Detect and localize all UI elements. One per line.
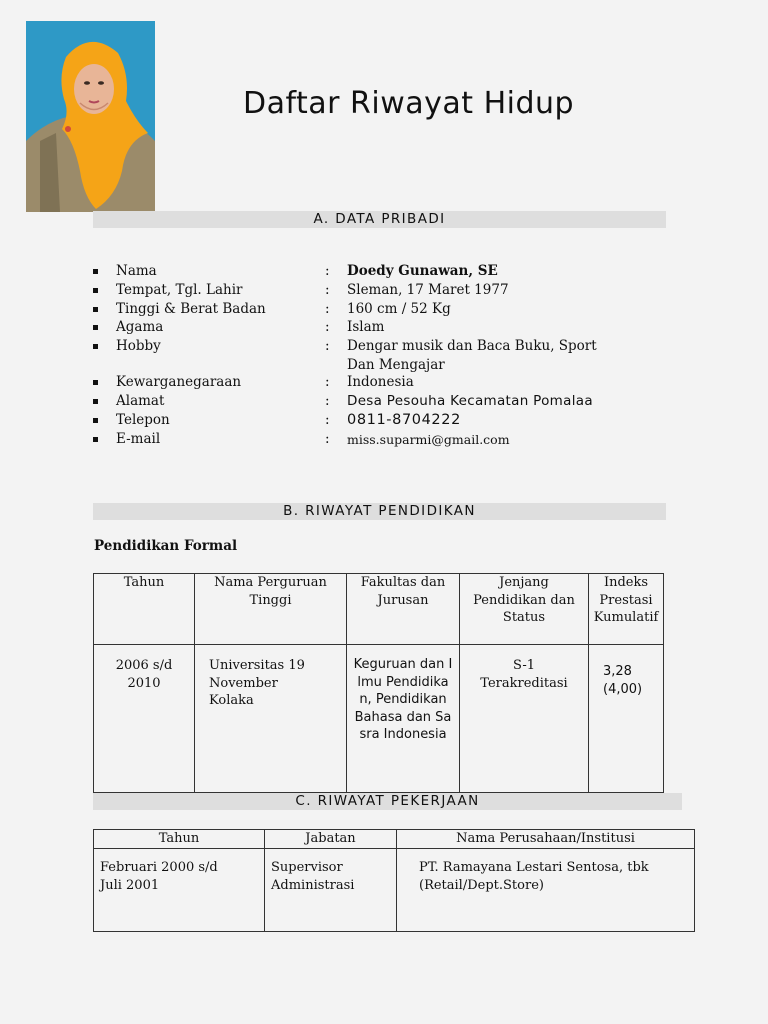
employment-header-jabatan: Jabatan (265, 830, 397, 849)
table-row (94, 849, 695, 932)
bullet-icon (93, 344, 98, 349)
employment-tahun: Februari 2000 s/d Juli 2001 (94, 849, 265, 932)
education-header-tahun: Tahun (94, 574, 195, 645)
colon: : (325, 338, 330, 354)
personal-value: 160 cm / 52 Kg (347, 301, 451, 317)
employment-header-perusahaan: Nama Perusahaan/Institusi (397, 830, 695, 849)
personal-value: Islam (347, 319, 385, 335)
personal-value-continued: Dan Mengajar (347, 357, 445, 373)
formal-education-subheading: Pendidikan Formal (94, 538, 238, 554)
education-fakultas: Keguruan dan Ilmu Pendidikan, Pendidikan Bahasa dan Sasra Indonesia (347, 645, 460, 793)
section-c-heading: C. RIWAYAT PEKERJAAN (93, 793, 682, 810)
personal-label: Tinggi & Berat Badan (116, 301, 266, 317)
personal-label: Hobby (116, 338, 161, 354)
section-b-heading: B. RIWAYAT PENDIDIKAN (93, 503, 666, 520)
personal-label: Alamat (116, 393, 165, 409)
colon: : (325, 412, 330, 428)
employment-header-row (94, 830, 695, 849)
bullet-icon (93, 288, 98, 293)
employment-jabatan: Supervisor Administrasi (265, 849, 397, 932)
education-table (93, 573, 664, 793)
education-header-row (94, 574, 664, 645)
personal-value: Sleman, 17 Maret 1977 (347, 282, 509, 298)
bullet-icon (93, 307, 98, 312)
education-header-fakultas: Fakultas dan Jurusan (347, 574, 460, 645)
document-title: Daftar Riwayat Hidup (243, 86, 575, 121)
personal-value: miss.suparmi@gmail.com (347, 432, 510, 447)
personal-label: Tempat, Tgl. Lahir (116, 282, 243, 298)
profile-photo-image (26, 21, 155, 212)
personal-label: E-mail (116, 431, 161, 447)
table-row (94, 645, 664, 793)
education-ipk: 3,28 (4,00) (589, 645, 664, 793)
profile-photo (26, 21, 155, 212)
employment-header-tahun: Tahun (94, 830, 265, 849)
education-header-ipk: Indeks Prestasi Kumulatif (589, 574, 664, 645)
colon: : (325, 393, 330, 409)
education-tahun: 2006 s/d 2010 (94, 645, 195, 793)
colon: : (325, 319, 330, 335)
colon: : (325, 374, 330, 390)
education-nama: Universitas 19 November Kolaka (195, 645, 347, 793)
employment-perusahaan: PT. Ramayana Lestari Sentosa, tbk (Retail/Dept.Store) (397, 849, 695, 932)
education-jenjang: S-1 Terakreditasi (460, 645, 589, 793)
personal-label: Kewarganegaraan (116, 374, 242, 390)
section-a-heading: A. DATA PRIBADI (93, 211, 666, 228)
colon: : (325, 301, 330, 317)
personal-label: Agama (116, 319, 164, 335)
bullet-icon (93, 269, 98, 274)
personal-label: Telepon (116, 412, 170, 428)
education-header-jenjang: Jenjang Pendidikan dan Status (460, 574, 589, 645)
bullet-icon (93, 380, 98, 385)
colon: : (325, 431, 330, 447)
bullet-icon (93, 325, 98, 330)
personal-label: Nama (116, 263, 157, 279)
personal-value: 0811-8704222 (347, 412, 461, 428)
bullet-icon (93, 418, 98, 423)
bullet-icon (93, 437, 98, 442)
employment-table (93, 829, 695, 932)
personal-value: Dengar musik dan Baca Buku, Sport (347, 338, 597, 354)
personal-value: Desa Pesouha Kecamatan Pomalaa (347, 393, 593, 409)
education-header-nama: Nama Perguruan Tinggi (195, 574, 347, 645)
bullet-icon (93, 399, 98, 404)
colon: : (325, 282, 330, 298)
personal-value: Doedy Gunawan, SE (347, 263, 498, 279)
colon: : (325, 263, 330, 279)
personal-value: Indonesia (347, 374, 414, 390)
